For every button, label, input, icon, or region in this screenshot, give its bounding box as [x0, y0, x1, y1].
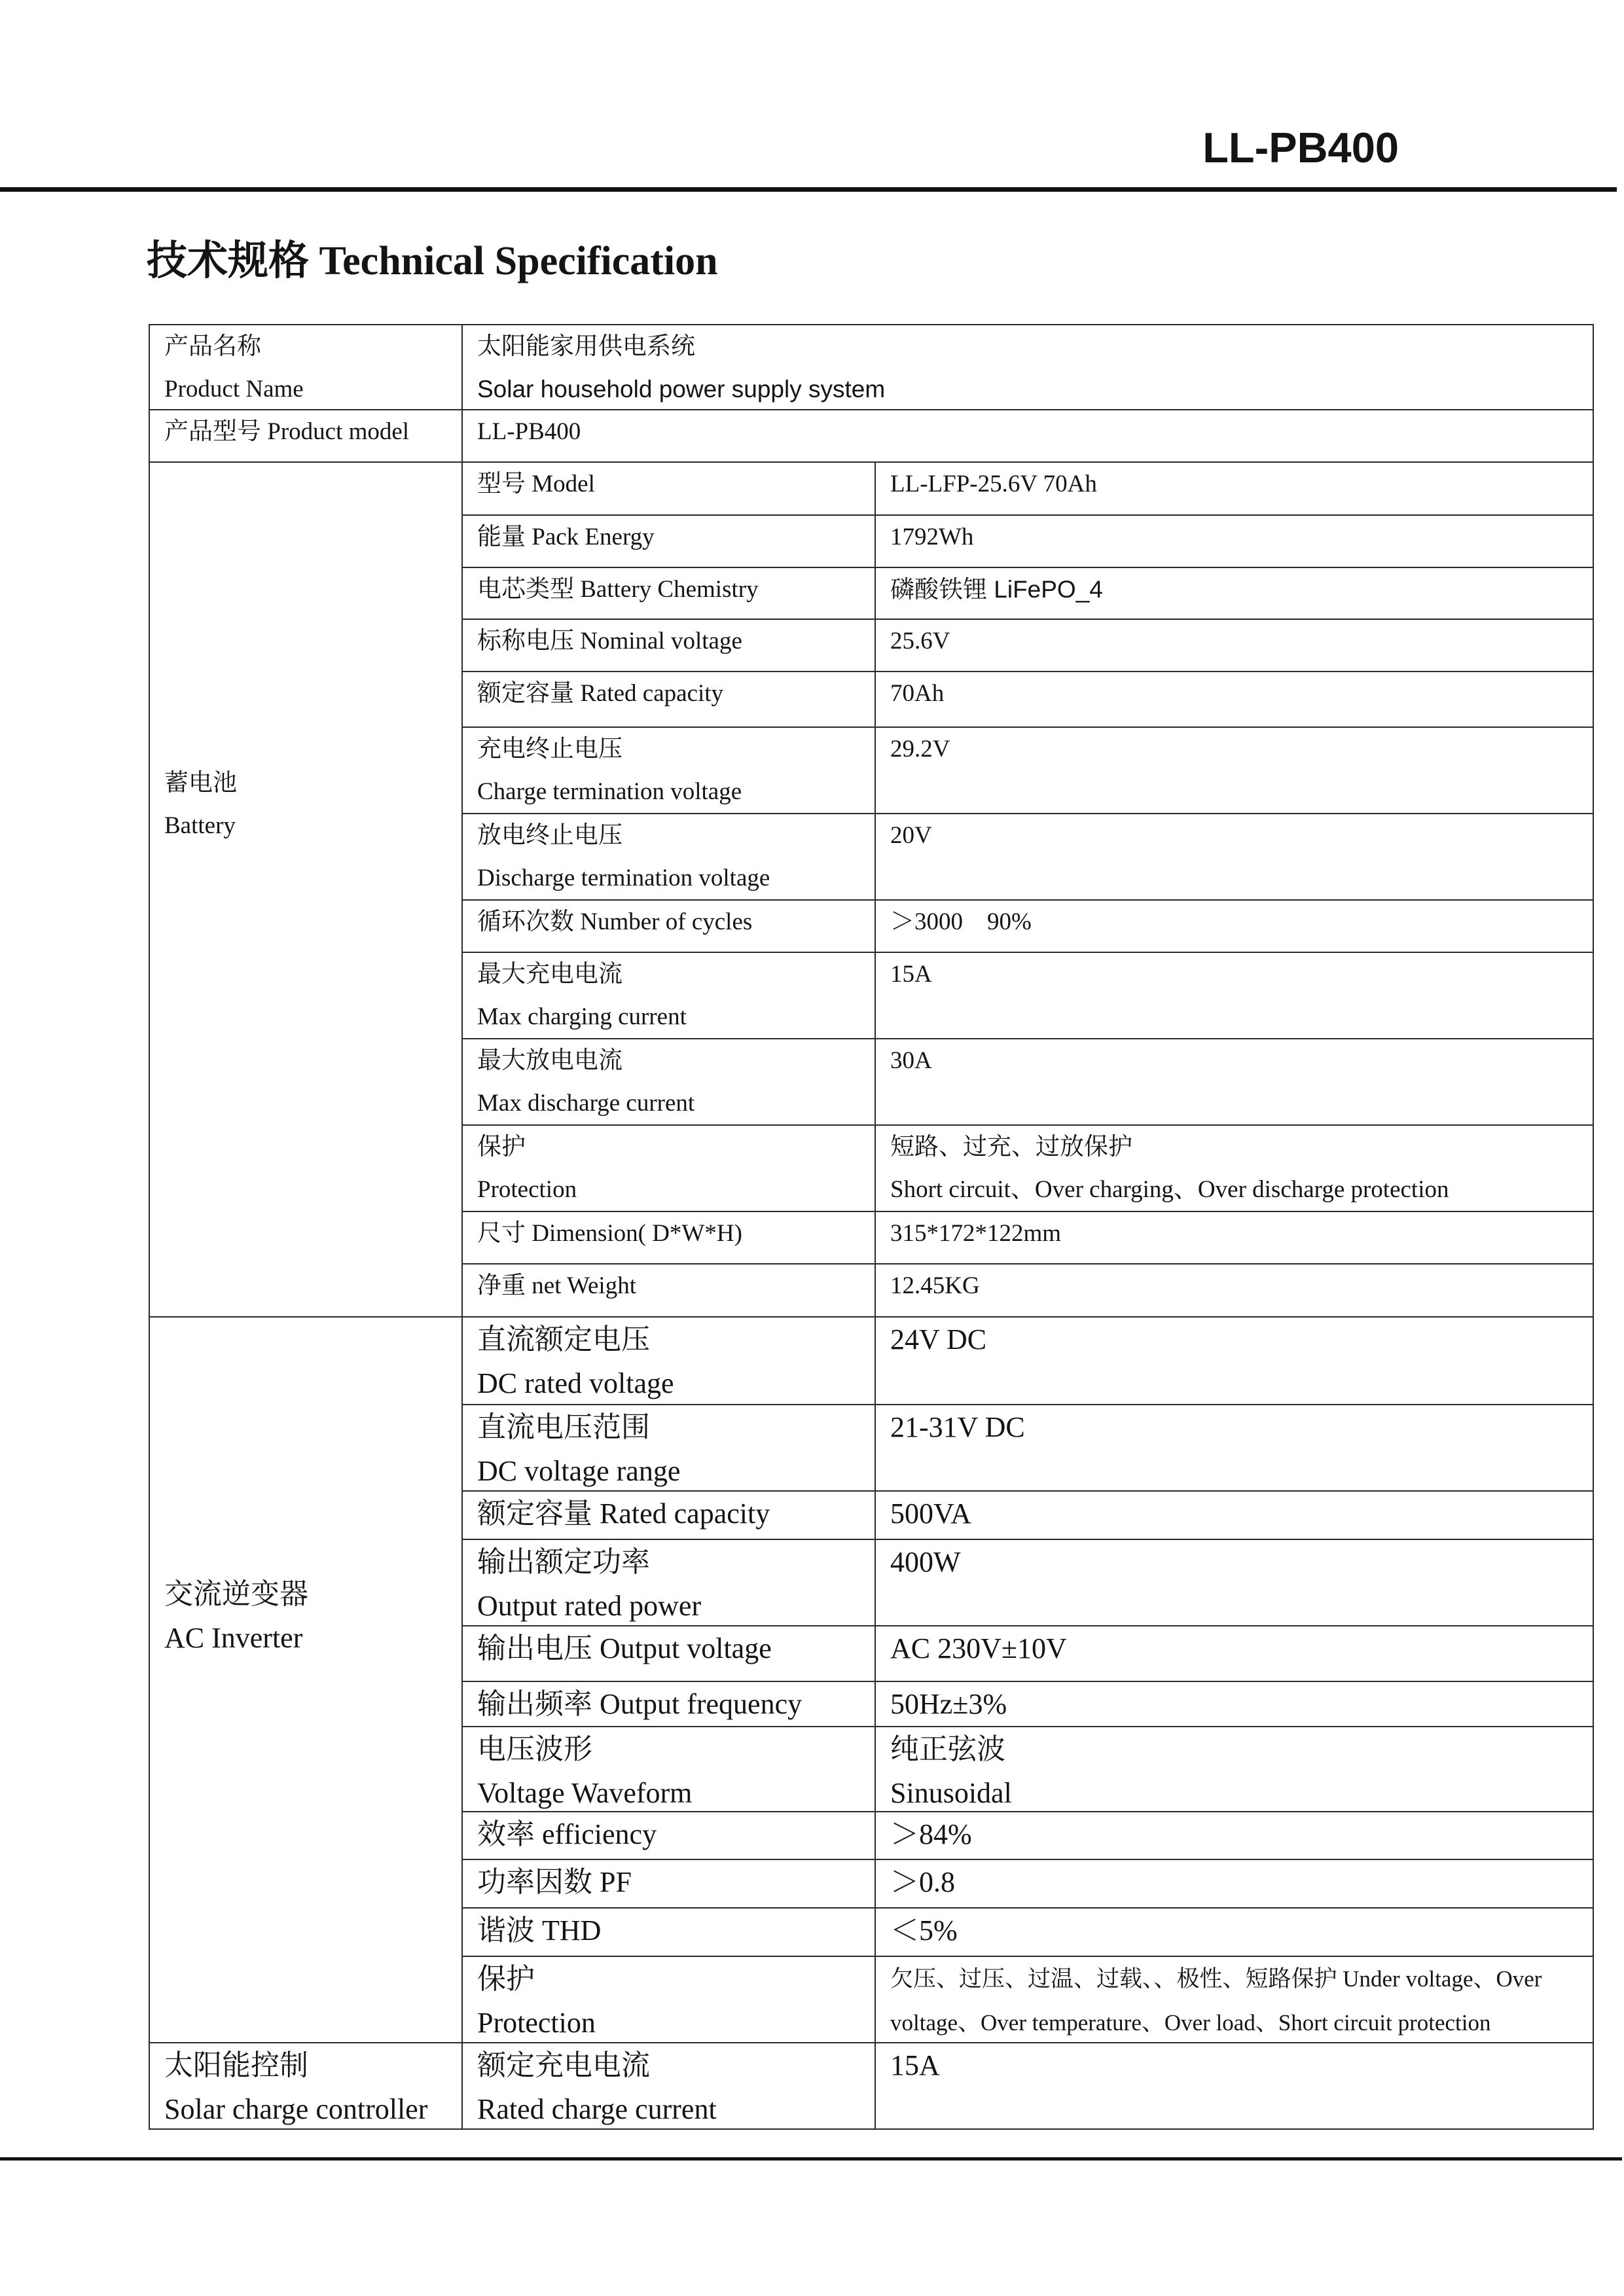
value-line-zh: 太阳能家用供电系统 [477, 333, 695, 360]
dimension-value: 315*172*122mm [876, 1212, 1594, 1265]
label-line-zh: 电压波形 [477, 1733, 592, 1765]
label-line-zh: 直流额定电压 [477, 1323, 650, 1355]
voltage-waveform-label [463, 1727, 876, 1812]
battery-rated-capacity-value: 70Ah [876, 672, 1594, 728]
cycles-label: 循环次数 Number of cycles [463, 901, 876, 953]
label-line-zh: 产品名称 [164, 333, 261, 360]
header-rule [0, 187, 1617, 192]
label-line-en: Output rated power [477, 1590, 702, 1622]
discharge-termination-voltage-label [463, 814, 876, 901]
label-line-zh: 放电终止电压 [477, 822, 623, 849]
product-name-label [150, 325, 463, 410]
page-title: 技术规格 Technical Specification [147, 239, 718, 283]
label-line-zh: 直流电压范围 [477, 1411, 650, 1443]
output-frequency-label: 输出频率 Output frequency [463, 1682, 876, 1727]
dc-voltage-range-label [463, 1405, 876, 1492]
ac-inverter-group-label [150, 1318, 463, 2043]
thd-label: 谐波 THD [463, 1909, 876, 1957]
output-frequency-value: 50Hz±3% [876, 1682, 1594, 1727]
net-weight-label: 净重 net Weight [463, 1265, 876, 1318]
group-line-en: Solar charge controller [164, 2093, 428, 2125]
pack-energy-label: 能量 Pack Energy [463, 516, 876, 568]
solar-controller-group-label [150, 2043, 463, 2130]
label-line-en: DC rated voltage [477, 1367, 674, 1399]
dc-rated-voltage-value: 24V DC [876, 1318, 1594, 1405]
group-line-zh: 交流逆变器 [164, 1578, 308, 1610]
label-line-zh: 最大放电电流 [477, 1047, 623, 1074]
product-model-code: LL-PB400 [1202, 124, 1399, 171]
label-line-zh: 输出额定功率 [477, 1546, 650, 1578]
label-line-en: Max discharge current [477, 1090, 695, 1117]
product-model-label: 产品型号 Product model [150, 410, 463, 463]
label-line-en: Product Name [164, 376, 304, 403]
label-line-en: Max charging current [477, 1003, 687, 1030]
label-line-en: Discharge termination voltage [477, 865, 770, 891]
label-line-zh: 保护 [477, 1963, 535, 1995]
power-factor-value: ＞0.8 [876, 1860, 1594, 1909]
cycles-value: ＞3000 90% [876, 901, 1594, 953]
label-line-zh: 充电终止电压 [477, 736, 623, 762]
output-voltage-value: AC 230V±10V [876, 1626, 1594, 1682]
nominal-voltage-value: 25.6V [876, 620, 1594, 672]
label-line-zh: 最大充电电流 [477, 961, 623, 988]
max-discharge-current-label [463, 1039, 876, 1126]
output-rated-power-value: 400W [876, 1540, 1594, 1626]
label-line-zh: 额定充电电流 [477, 2049, 650, 2081]
battery-rated-capacity-label: 额定容量 Rated capacity [463, 672, 876, 728]
label-line-en: Rated charge current [477, 2093, 717, 2125]
value-line-zh: 短路、过充、过放保护 [890, 1134, 1132, 1160]
max-charging-current-label [463, 953, 876, 1039]
battery-chemistry-value: 磷酸铁锂 LiFePO_4 [876, 568, 1594, 620]
value-line-zh: 纯正弦波 [890, 1733, 1005, 1765]
thd-value: ＜5% [876, 1909, 1594, 1957]
group-line-zh: 蓄电池 [164, 770, 237, 797]
efficiency-value: ＞84% [876, 1812, 1594, 1860]
value-line-en: Short circuit、Over charging、Over discharge protection [890, 1176, 1449, 1203]
product-model-value: LL-PB400 [463, 410, 1594, 463]
label-line-en: Charge termination voltage [477, 778, 742, 805]
rated-charge-current-value: 15A [876, 2043, 1594, 2130]
nominal-voltage-label: 标称电压 Nominal voltage [463, 620, 876, 672]
inverter-rated-capacity-value: 500VA [876, 1492, 1594, 1540]
battery-group-label [150, 463, 463, 1318]
output-voltage-label: 输出电压 Output voltage [463, 1626, 876, 1682]
technical-specification-table [149, 324, 1594, 2130]
label-line-en: DC voltage range [477, 1455, 681, 1487]
label-line-zh: 保护 [477, 1134, 526, 1160]
group-line-en: AC Inverter [164, 1622, 303, 1654]
max-charging-current-value: 15A [876, 953, 1594, 1039]
voltage-waveform-value [876, 1727, 1594, 1812]
battery-chemistry-label: 电芯类型 Battery Chemistry [463, 568, 876, 620]
value-line-en: Solar household power supply system [477, 376, 886, 403]
efficiency-label: 效率 efficiency [463, 1812, 876, 1860]
output-rated-power-label [463, 1540, 876, 1626]
dc-voltage-range-value: 21-31V DC [876, 1405, 1594, 1492]
product-name-value [463, 325, 1594, 410]
rated-charge-current-label [463, 2043, 876, 2130]
power-factor-label: 功率因数 PF [463, 1860, 876, 1909]
label-line-en: Protection [477, 2007, 596, 2039]
battery-protection-value [876, 1126, 1594, 1212]
battery-model-value: LL-LFP-25.6V 70Ah [876, 463, 1594, 516]
charge-termination-voltage-value: 29.2V [876, 728, 1594, 814]
group-line-zh: 太阳能控制 [164, 2049, 308, 2081]
battery-model-label: 型号 Model [463, 463, 876, 516]
label-line-en: Protection [477, 1176, 577, 1203]
battery-protection-label [463, 1126, 876, 1212]
dc-rated-voltage-label [463, 1318, 876, 1405]
label-line-en: Voltage Waveform [477, 1777, 693, 1809]
group-line-en: Battery [164, 812, 236, 839]
pack-energy-value: 1792Wh [876, 516, 1594, 568]
dimension-label: 尺寸 Dimension( D*W*H) [463, 1212, 876, 1265]
value-line-1: 欠压、过压、过温、过载、、极性、短路保护 Under voltage、Over [890, 1966, 1542, 1992]
inverter-rated-capacity-label: 额定容量 Rated capacity [463, 1492, 876, 1540]
charge-termination-voltage-label [463, 728, 876, 814]
max-discharge-current-value: 30A [876, 1039, 1594, 1126]
inverter-protection-label [463, 1957, 876, 2043]
value-line-en: Sinusoidal [890, 1777, 1012, 1809]
footer-rule [0, 2157, 1622, 2161]
net-weight-value: 12.45KG [876, 1265, 1594, 1318]
value-line-2: voltage、Over temperature、Over load、Short circuit protection [890, 2010, 1491, 2036]
inverter-protection-value [876, 1957, 1594, 2043]
discharge-termination-voltage-value: 20V [876, 814, 1594, 901]
